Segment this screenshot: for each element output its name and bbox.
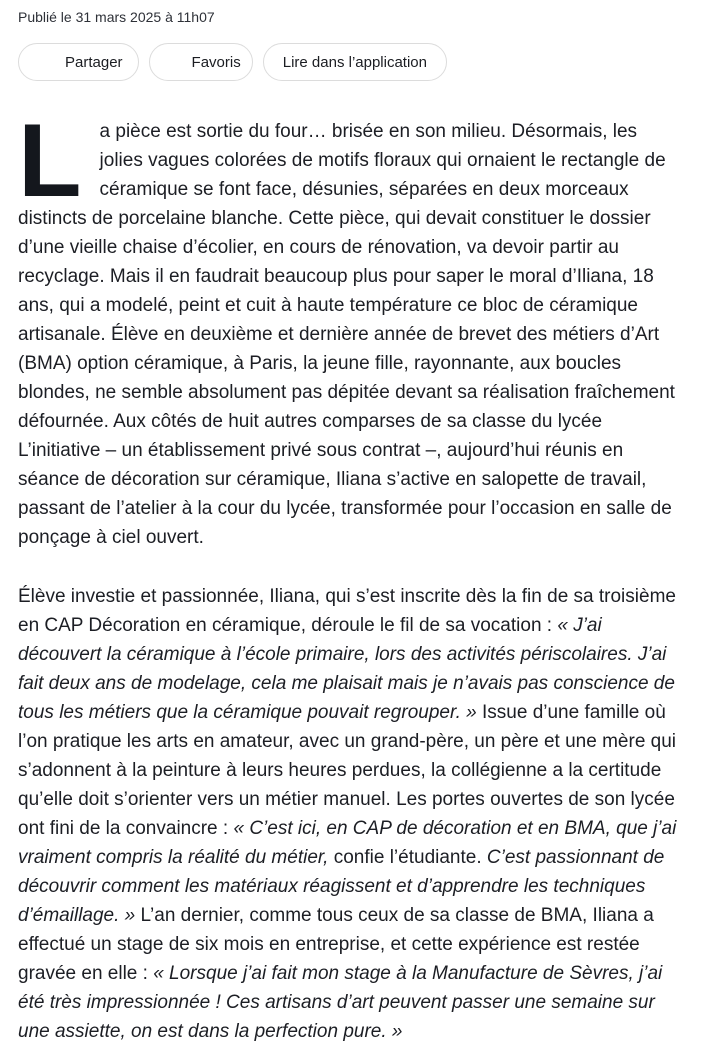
quote-attribution: confie l’étudiante. (333, 847, 487, 868)
quote-text: « C’est ici, en CAP de décoration et en BMA, que j’ai vraiment compris la réalité du métier, (18, 818, 677, 868)
paragraph-1-text: a pièce est sortie du four… brisée en son milieu. Désormais, les jolies vagues colorées de motifs floraux qui ornaient le rectangle de céramique se font face, désunies, séparées en deux morceaux distincts de porcelaine blanche. Cette pièce, qui devait constituer le dossier d’une vieille chaise d’écolier, en cours de rénovation, va devoir partir au recyclage. Mais il en faudrait beaucoup plus pour saper le moral d’Iliana, 18 ans, qui a modelé, peint et cuit à haute température ce bloc de céramique artisanale. Élève en deuxième et dernière année de brevet des métiers d’Art (BMA) option céramique, à Paris, la jeune fille, rayonnante, aux boucles blondes, ne semble absolument pas dépitée devant sa réalisation fraîchement défournée. Aux côtés de huit autres comparses de sa classe du lycée L’initiative – un établissement privé sous contrat –, aujourd’hui réunis en séance de décoration sur céramique, Iliana s’active en salopette de travail, passant de l’atelier à la cour du lycée, transformée pour l’occasion en salle de ponçage à ciel ouvert. (18, 121, 675, 548)
quote-text: « Lorsque j’ai fait mon stage à la Manufacture de Sèvres, j’ai été très impressionnée ! Ces artisans d’art peuvent passer une semaine sur une assiette, on est dans la perfection pure. » (18, 963, 663, 1042)
article-body (18, 103, 683, 1046)
share-button[interactable]: Partager (18, 43, 139, 81)
article-toolbar (18, 43, 683, 81)
paragraph-2-segment: L’an dernier, comme tous ceux de sa classe de BMA, Iliana a effectué un stage de six mois en entreprise, et cette expérience est restée gravée en elle : (18, 905, 654, 984)
paragraph-1 (18, 103, 683, 552)
paragraph-2-segment: Issue d’une famille où l’on pratique les arts en amateur, avec un grand-père, un père et une mère qui s’adonnent à la peinture à leurs heures perdues, la collégienne a la certitude qu’elle doit s’orienter vers un métier manuel. Les portes ouvertes de son lycée ont fini de la convaincre : (18, 702, 677, 839)
favorites-button[interactable]: Favoris (149, 43, 253, 81)
quote-text: C’est passionnant de découvrir comment les matériaux réagissent et d’apprendre les techniques d’émaillage. » (18, 847, 665, 926)
quote-text: « J’ai découvert la céramique à l’école primaire, lors des activités périscolaires. J’ai fait deux ans de modelage, cela me plaisait mais je n’avais pas conscience de tous les métiers que la céramique pouvait regrouper. » (18, 615, 675, 723)
publish-date: Publié le 31 mars 2025 à 11h07 (18, 9, 215, 25)
paragraph-2-segment: Élève investie et passionnée, Iliana, qui s’est inscrite dès la fin de sa troisième en CAP Décoration en céramique, déroule le fil de sa vocation : (18, 586, 676, 636)
drop-cap: L (18, 103, 82, 219)
read-in-app-button[interactable]: Lire dans l’application (263, 43, 447, 81)
paragraph-2 (18, 582, 683, 1046)
